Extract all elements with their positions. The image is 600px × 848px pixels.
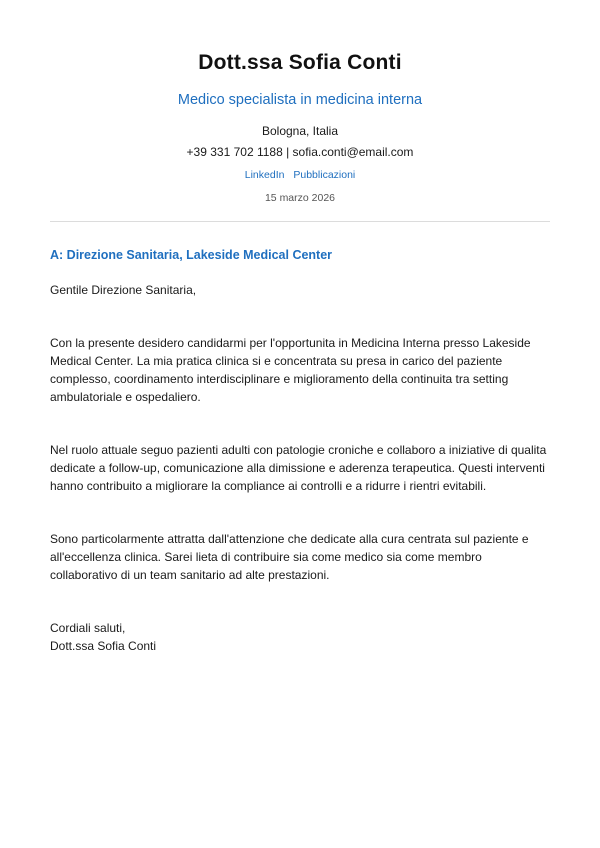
salutation: Gentile Direzione Sanitaria, bbox=[50, 283, 197, 297]
profile-links bbox=[50, 168, 550, 182]
publications-link[interactable]: Pubblicazioni bbox=[293, 169, 356, 181]
sender-location: Bologna, Italia bbox=[261, 124, 339, 138]
closing-block bbox=[50, 619, 550, 655]
body-paragraph-2: Nel ruolo attuale seguo pazienti adulti con patologie croniche e collaboro a iniziative di qualita dedicate a follow-up, comunicazione alla dimissione e aderenza terapeutica. Questi interventi hanno contribuito a migliorare la compliance ai controlli e a ridurre i rientri evitabili. bbox=[50, 443, 547, 493]
sender-contact: +39 331 702 1188 | sofia.conti@email.com bbox=[186, 145, 414, 159]
header-divider bbox=[50, 221, 550, 222]
sender-name: Dott.ssa Sofia Conti bbox=[198, 51, 402, 74]
sender-title: Medico specialista in medicina interna bbox=[177, 92, 423, 108]
signature-name: Dott.ssa Sofia Conti bbox=[50, 639, 157, 653]
letter-date: 15 marzo 2026 bbox=[264, 192, 336, 204]
linkedin-link[interactable]: LinkedIn bbox=[244, 169, 285, 181]
recipient-line: A: Direzione Sanitaria, Lakeside Medical Center bbox=[50, 248, 333, 262]
closing-phrase: Cordiali saluti, bbox=[50, 621, 126, 635]
body-paragraph-3: Sono particolarmente attratta dall'attenzione che dedicate alla cura centrata sul paziente e all'eccellenza clinica. Sarei lieta di contribuire sia come medico sia come membro collaborativo di un team sanitario ad alte prestazioni. bbox=[50, 532, 529, 582]
body-paragraph-1: Con la presente desidero candidarmi per l'opportunita in Medicina Interna presso Lakeside Medical Center. La mia pratica clinica si e concentrata su presa in carico del paziente complesso, coordinamento interdisciplinare e miglioramento della continuita tra setting ambulatoriale e ospedaliero. bbox=[50, 336, 531, 404]
letter-header bbox=[50, 0, 550, 205]
